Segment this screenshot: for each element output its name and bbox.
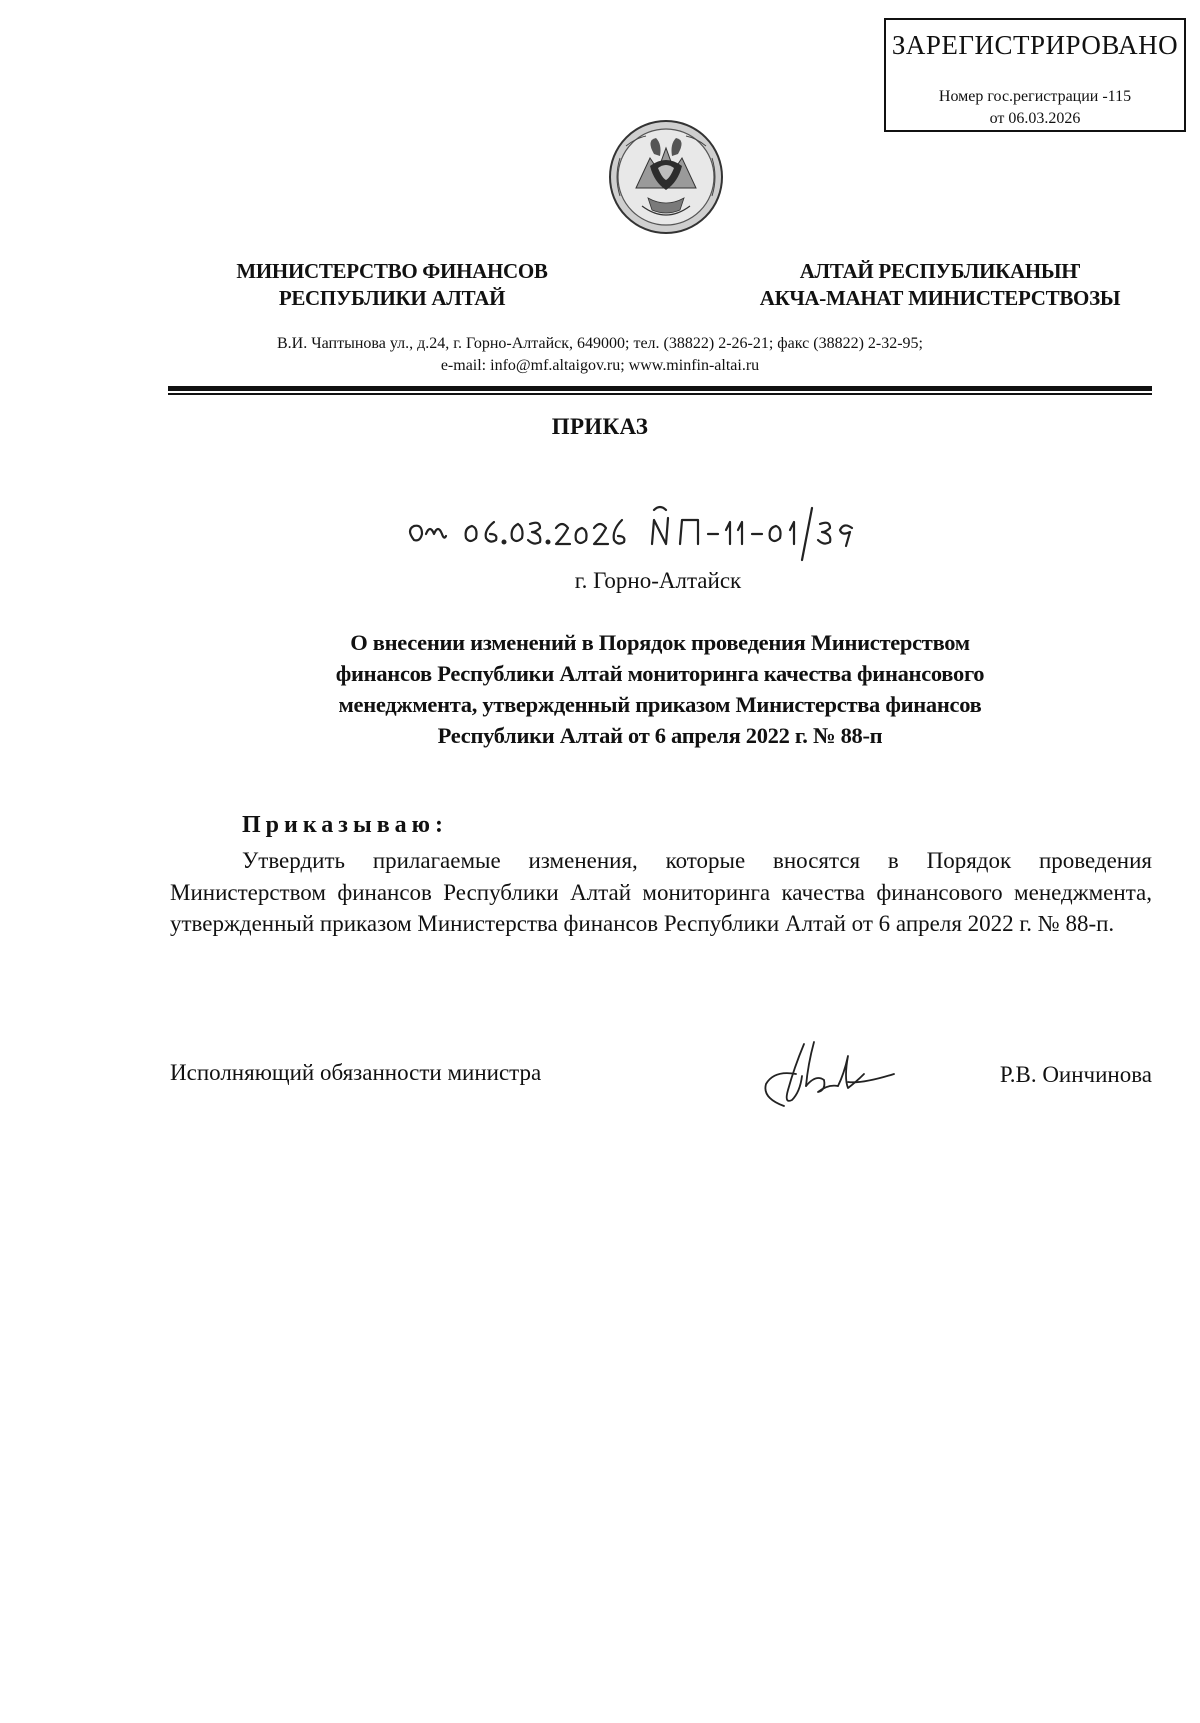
header-divider-thick xyxy=(168,386,1152,391)
order-title: ПРИКАЗ xyxy=(551,414,649,439)
contact-email-website: e-mail: info@mf.altaigov.ru; www.minfin-altai.ru xyxy=(440,357,760,374)
order-body-heading: Приказываю: xyxy=(242,812,448,838)
subject-line-3: менеджмента, утвержденный приказом Министерства финансов xyxy=(338,692,982,717)
coat-of-arms-icon xyxy=(606,118,726,236)
signer-name: Р.В. Оинчинова xyxy=(999,1062,1152,1087)
ministry-alt-line-2: АКЧА-МАНАТ МИНИСТЕРСТВОЗЫ xyxy=(759,286,1121,310)
handwritten-signature xyxy=(744,1034,904,1114)
ministry-name-russian xyxy=(212,258,572,312)
stamp-reg-number: Номер гос.регистрации -115 xyxy=(938,88,1132,105)
header-divider-thin xyxy=(168,393,1152,395)
signer-position: Исполняющий обязанности министра xyxy=(170,1060,542,1085)
contact-address: В.И. Чаптынова ул., д.24, г. Горно-Алтайск, 649000; тел. (38822) 2-26-21; факс (38822) 2-32-95; xyxy=(277,335,923,352)
registration-stamp xyxy=(884,18,1186,132)
order-city: г. Горно-Алтайск xyxy=(574,568,742,593)
ministry-ru-line-2: РЕСПУБЛИКИ АЛТАЙ xyxy=(278,286,506,310)
ministry-alt-line-1: АЛТАЙ РЕСПУБЛИКАНЫҤ xyxy=(799,259,1081,283)
order-body-text: Утвердить прилагаемые изменения, которые вносятся в Порядок проведения Министерством финансов Республики Алтай мониторинга качества финансового менеджмента, утвержденный приказом Министерства финансов Республики Алтай от 6 апреля 2022 г. № 88-п. xyxy=(170,848,1152,936)
stamp-reg-date: от 06.03.2026 xyxy=(989,110,1081,127)
subject-line-4: Республики Алтай от 6 апреля 2022 г. № 88-п xyxy=(437,723,883,748)
ministry-ru-line-1: МИНИСТЕРСТВО ФИНАНСОВ xyxy=(236,259,548,283)
stamp-title: ЗАРЕГИСТРИРОВАНО xyxy=(891,30,1179,60)
handwritten-date-number xyxy=(400,490,870,570)
ministry-name-altai xyxy=(740,258,1140,312)
subject-line-1: О внесении изменений в Порядок проведения Министерством xyxy=(350,630,970,655)
order-subject xyxy=(260,627,1060,751)
subject-line-2: финансов Республики Алтай мониторинга качества финансового xyxy=(335,661,985,686)
